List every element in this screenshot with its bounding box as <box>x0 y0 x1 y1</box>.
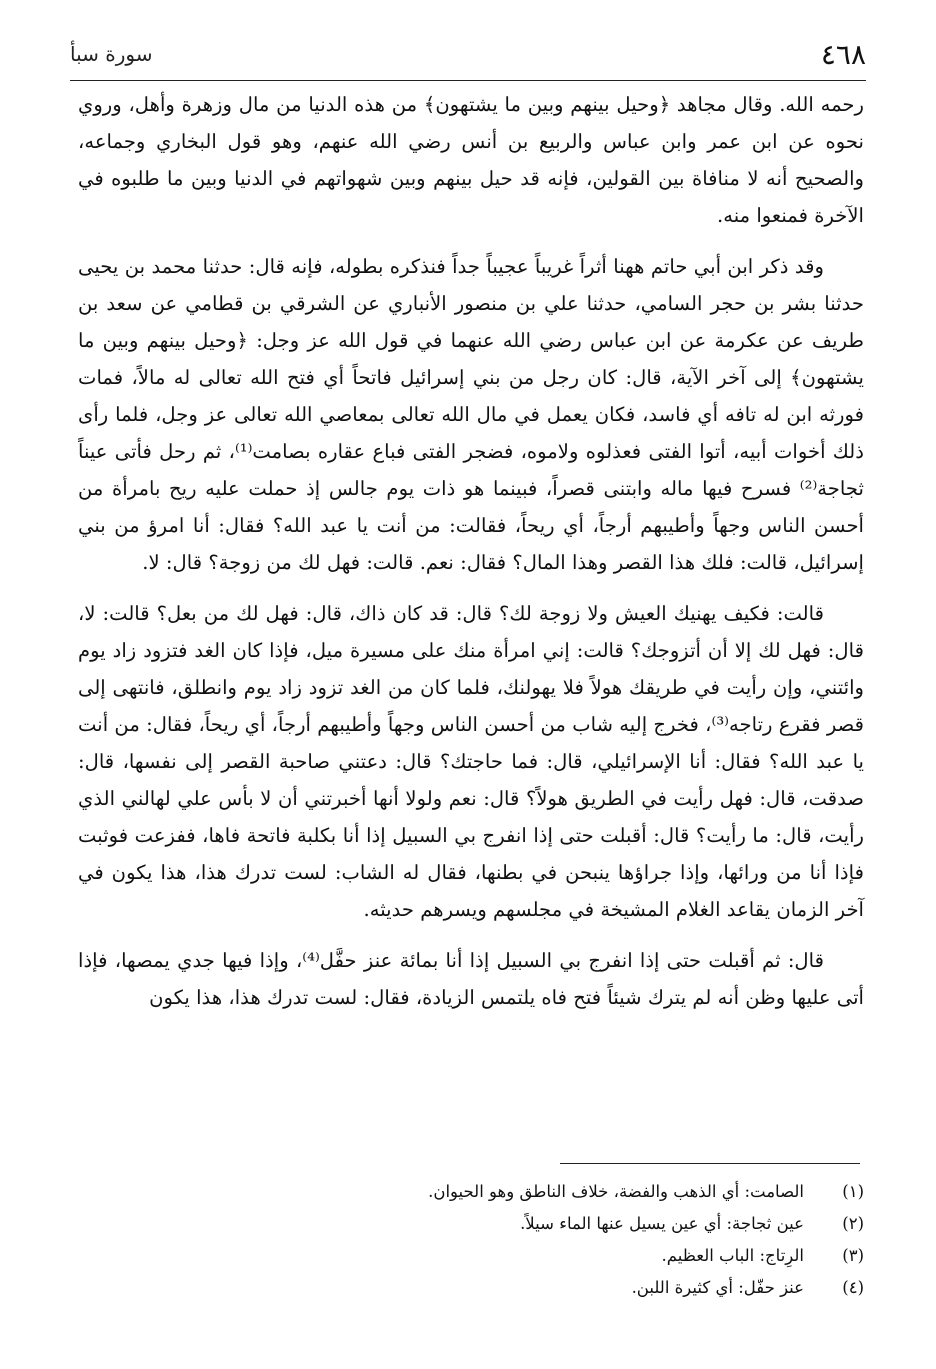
footnote-number: (٤) <box>842 1278 864 1297</box>
footnote-number: (١) <box>842 1182 864 1201</box>
footnotes <box>78 1176 864 1304</box>
footnote-number: (٣) <box>842 1246 864 1265</box>
footnote-4 <box>78 1272 864 1304</box>
page-number: ٤٦٨ <box>820 38 866 71</box>
surah-title: سورة سبأ <box>70 42 153 66</box>
footnote-1 <box>78 1176 864 1208</box>
footnote-3 <box>78 1240 864 1272</box>
footnote-separator <box>560 1163 860 1164</box>
footnote-number: (٢) <box>842 1214 864 1233</box>
body-text <box>78 86 864 1030</box>
footnote-text: عين ثجاجة: أي عين يسيل عنها الماء سيلاً. <box>520 1214 804 1233</box>
paragraph-3: قالت: فكيف يهنيك العيش ولا زوجة لك؟ قال: قد كان ذاك، قال: فهل لك من بعل؟ قالت: لا، قال: فهل لك إلا أن أتزوجك؟ قالت: إني امرأة منك على مسيرة ميل، فإذا كان الغد فتزود زاد يوم وائتني، وإن رأيت في طريقك هولاً فلا يهولنك، فلما كان من الغد تزود زاد يوم وانطلق، فانتهى إلى قصر فقرع رتاجه⁽³⁾، فخرج إليه شاب من أحسن الناس وجهاً وأطيبهم أرجاً، أي ريحاً، فقال: من أنت يا عبد الله؟ فقال: أنا الإسرائيلي، قال: فما حاجتك؟ قال: دعتني صاحبة القصر إلى نفسها، قال: صدقت، قال: فهل رأيت في الطريق هولاً؟ قال: نعم ولولا أنها أخبرتني أن لا بأس علي لهالني الذي رأيت، قال: ما رأيت؟ قال: أقبلت حتى إذا انفرج بي السبيل إذا أنا بكلبة فاتحة فاها، ففزعت فوثبت فإذا أنا من ورائها، وإذا جراؤها ينبحن في بطنها، فقال له الشاب: لست تدرك هذا، هذا يكون في آخر الزمان يقاعد الغلام المشيخة في مجلسهم ويسرهم حديثه. <box>78 602 864 921</box>
footnote-text: الرِتاج: الباب العظيم. <box>661 1246 804 1265</box>
paragraph-1: رحمه الله. وقال مجاهد ﴿وحيل بينهم وبين ما يشتهون﴾ من هذه الدنيا من مال وزهرة وأهل، وروي نحوه عن ابن عمر وابن عباس والربيع بن أنس رضي الله عنهم، وهو قول البخاري وجماعه، والصحيح أنه لا منافاة بين القولين، فإنه قد حيل بينهم وبين شهواتهم في الدنيا وبين ما طلبوه في الآخرة فمنعوا منه. <box>78 93 864 227</box>
footnote-2 <box>78 1208 864 1240</box>
paragraph-4: قال: ثم أقبلت حتى إذا انفرج بي السبيل إذا أنا بمائة عنز حفَّل⁽⁴⁾، وإذا فيها جدي يمصها، فإذا أتى عليها وظن أنه لم يترك شيئاً فتح فاه يلتمس الزيادة، فقال: لست تدرك هذا، هذا يكون <box>78 949 864 1009</box>
page-header <box>70 36 866 81</box>
paragraph-2: وقد ذكر ابن أبي حاتم ههنا أثراً غريباً عجيباً جداً فنذكره بطوله، فإنه قال: حدثنا محمد بن يحيى حدثنا بشر بن حجر السامي، حدثنا علي بن منصور الأنباري عن الشرقي بن قطامي عن سعد بن طريف عن عكرمة عن ابن عباس رضي الله عنهما في قول الله عز وجل: ﴿وحيل بينهم وبين ما يشتهون﴾ إلى آخر الآية، قال: كان رجل من بني إسرائيل فاتحاً أي فتح الله تعالى له مالاً، فمات فورثه ابن له تافه أي فاسد، فكان يعمل في مال الله تعالى بمعاصي الله تعالى عز وجل، فلما رأى ذلك أخوات أبيه، أتوا الفتى فعذلوه ولاموه، فضجر الفتى فباع عقاره بصامت⁽¹⁾، ثم رحل فأتى عيناً ثجاجة⁽²⁾ فسرح فيها ماله وابتنى قصراً، فبينما هو ذات يوم جالس إذ حملت عليه ريح بامرأة من أحسن الناس وجهاً وأطيبهم أرجاً، أي ريحاً، فقالت: من أنت يا عبد الله؟ فقال: أنا امرؤ من بني إسرائيل، قالت: فلك هذا القصر وهذا المال؟ فقال: نعم. قالت: فهل لك من زوجة؟ قال: لا. <box>78 255 864 574</box>
footnote-text: عنز حفّل: أي كثيرة اللبن. <box>631 1278 804 1297</box>
footnote-text: الصامت: أي الذهب والفضة، خلاف الناطق وهو الحيوان. <box>428 1182 804 1201</box>
